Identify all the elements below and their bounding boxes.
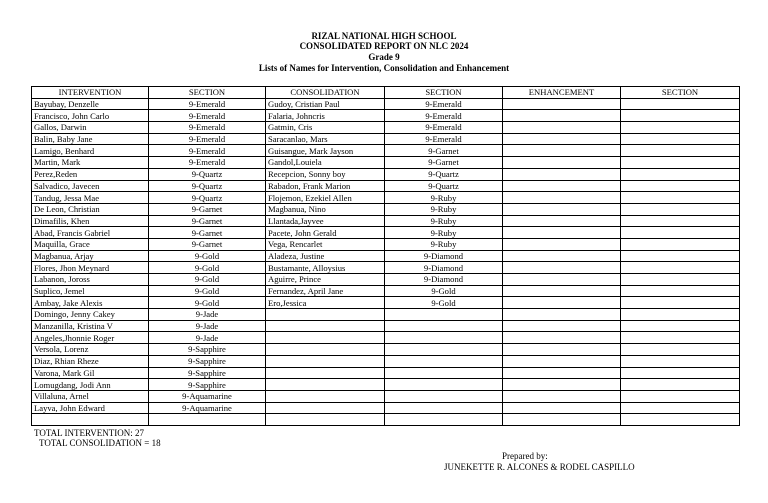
consolidation-section-cell bbox=[385, 367, 503, 379]
consolidation-section-cell: 9-Emerald bbox=[385, 110, 503, 122]
col-header-enhancement: ENHANCEMENT bbox=[503, 87, 621, 99]
intervention-name-cell: Lomugdang, Jodi Ann bbox=[32, 379, 149, 391]
enhancement-name-cell bbox=[503, 192, 621, 204]
enhancement-name-cell bbox=[503, 203, 621, 215]
table-body bbox=[32, 98, 740, 425]
intervention-name-cell bbox=[32, 414, 149, 426]
intervention-section-cell: 9-Jade bbox=[149, 309, 266, 321]
table-row bbox=[32, 192, 740, 204]
consolidation-section-cell: 9-Emerald bbox=[385, 122, 503, 134]
intervention-section-cell: 9-Emerald bbox=[149, 145, 266, 157]
col-header-intervention: INTERVENTION bbox=[32, 87, 149, 99]
intervention-name-cell: Varona, Mark Gil bbox=[32, 367, 149, 379]
consolidation-section-cell: 9-Garnet bbox=[385, 157, 503, 169]
consolidation-name-cell bbox=[266, 414, 385, 426]
consolidation-name-cell: Fernandez, April Jane bbox=[266, 285, 385, 297]
intervention-name-cell: Domingo, Jenny Cakey bbox=[32, 309, 149, 321]
table-row bbox=[32, 203, 740, 215]
table-row bbox=[32, 379, 740, 391]
total-intervention: TOTAL INTERVENTION: 27 bbox=[34, 428, 145, 438]
intervention-name-cell: Abad, Francis Gabriel bbox=[32, 227, 149, 239]
intervention-section-cell: 9-Gold bbox=[149, 285, 266, 297]
intervention-name-cell: Balin, Baby Jane bbox=[32, 133, 149, 145]
table-row bbox=[32, 227, 740, 239]
consolidation-section-cell: 9-Gold bbox=[385, 297, 503, 309]
table-row bbox=[32, 355, 740, 367]
consolidation-name-cell bbox=[266, 309, 385, 321]
intervention-name-cell: Salvadico, Javecen bbox=[32, 180, 149, 192]
enhancement-section-cell bbox=[621, 203, 740, 215]
intervention-name-cell: De Leon, Christian bbox=[32, 203, 149, 215]
enhancement-name-cell bbox=[503, 414, 621, 426]
table-row bbox=[32, 309, 740, 321]
intervention-name-cell: Angeles,Jhonnie Roger bbox=[32, 332, 149, 344]
consolidation-name-cell: Guisangue, Mark Jayson bbox=[266, 145, 385, 157]
consolidation-section-cell: 9-Quartz bbox=[385, 180, 503, 192]
enhancement-section-cell bbox=[621, 133, 740, 145]
consolidation-name-cell: Gudoy, Cristian Paul bbox=[266, 98, 385, 110]
enhancement-section-cell bbox=[621, 390, 740, 402]
enhancement-name-cell bbox=[503, 180, 621, 192]
enhancement-section-cell bbox=[621, 110, 740, 122]
consolidation-name-cell: Saracanlao, Mars bbox=[266, 133, 385, 145]
consolidation-name-cell: Pacete, John Gerald bbox=[266, 227, 385, 239]
enhancement-section-cell bbox=[621, 402, 740, 414]
prepared-by-names: JUNEKETTE R. ALCONES & RODEL CASPILLO bbox=[444, 462, 635, 472]
table-row bbox=[32, 168, 740, 180]
consolidation-section-cell: 9-Diamond bbox=[385, 250, 503, 262]
col-header-consolidation: CONSOLIDATION bbox=[266, 87, 385, 99]
intervention-section-cell: 9-Garnet bbox=[149, 238, 266, 250]
enhancement-name-cell bbox=[503, 157, 621, 169]
enhancement-section-cell bbox=[621, 367, 740, 379]
consolidation-section-cell: 9-Diamond bbox=[385, 274, 503, 286]
consolidation-section-cell bbox=[385, 402, 503, 414]
enhancement-section-cell bbox=[621, 285, 740, 297]
intervention-section-cell: 9-Emerald bbox=[149, 122, 266, 134]
intervention-section-cell: 9-Sapphire bbox=[149, 355, 266, 367]
consolidation-name-cell bbox=[266, 402, 385, 414]
table-row bbox=[32, 110, 740, 122]
enhancement-name-cell bbox=[503, 227, 621, 239]
intervention-name-cell: Villaluna, Arnel bbox=[32, 390, 149, 402]
consolidation-name-cell: Gandol,Louiela bbox=[266, 157, 385, 169]
intervention-section-cell: 9-Garnet bbox=[149, 227, 266, 239]
col-header-section: SECTION bbox=[385, 87, 503, 99]
col-header-section: SECTION bbox=[149, 87, 266, 99]
intervention-section-cell: 9-Aquamarine bbox=[149, 402, 266, 414]
enhancement-name-cell bbox=[503, 285, 621, 297]
consolidation-name-cell bbox=[266, 355, 385, 367]
intervention-section-cell: 9-Emerald bbox=[149, 133, 266, 145]
intervention-name-cell: Layva, John Edward bbox=[32, 402, 149, 414]
table-row bbox=[32, 262, 740, 274]
consolidation-name-cell: Ero,Jessica bbox=[266, 297, 385, 309]
enhancement-name-cell bbox=[503, 309, 621, 321]
intervention-section-cell: 9-Emerald bbox=[149, 98, 266, 110]
consolidation-section-cell bbox=[385, 344, 503, 356]
table-row bbox=[32, 145, 740, 157]
nlc-table bbox=[31, 86, 740, 426]
consolidation-section-cell: 9-Gold bbox=[385, 285, 503, 297]
enhancement-section-cell bbox=[621, 344, 740, 356]
intervention-name-cell: Tandug, Jessa Mae bbox=[32, 192, 149, 204]
table-row bbox=[32, 122, 740, 134]
intervention-name-cell: Maquilla, Grace bbox=[32, 238, 149, 250]
enhancement-section-cell bbox=[621, 98, 740, 110]
table-row bbox=[32, 238, 740, 250]
enhancement-name-cell bbox=[503, 98, 621, 110]
enhancement-section-cell bbox=[621, 157, 740, 169]
table-row bbox=[32, 414, 740, 426]
table-row bbox=[32, 297, 740, 309]
intervention-section-cell: 9-Gold bbox=[149, 297, 266, 309]
enhancement-name-cell bbox=[503, 262, 621, 274]
intervention-section-cell: 9-Gold bbox=[149, 262, 266, 274]
intervention-section-cell: 9-Jade bbox=[149, 332, 266, 344]
enhancement-name-cell bbox=[503, 320, 621, 332]
enhancement-name-cell bbox=[503, 110, 621, 122]
consolidation-section-cell: 9-Quartz bbox=[385, 168, 503, 180]
enhancement-section-cell bbox=[621, 414, 740, 426]
consolidation-section-cell: 9-Ruby bbox=[385, 203, 503, 215]
intervention-section-cell: 9-Jade bbox=[149, 320, 266, 332]
enhancement-section-cell bbox=[621, 192, 740, 204]
intervention-section-cell: 9-Quartz bbox=[149, 180, 266, 192]
consolidation-name-cell: Rabadon, Frank Marion bbox=[266, 180, 385, 192]
enhancement-name-cell bbox=[503, 379, 621, 391]
table-row bbox=[32, 332, 740, 344]
total-consolidation: TOTAL CONSOLIDATION = 18 bbox=[39, 438, 161, 448]
enhancement-name-cell bbox=[503, 122, 621, 134]
enhancement-section-cell bbox=[621, 227, 740, 239]
enhancement-section-cell bbox=[621, 215, 740, 227]
enhancement-name-cell bbox=[503, 215, 621, 227]
enhancement-section-cell bbox=[621, 297, 740, 309]
intervention-name-cell: Bayubay, Denzelle bbox=[32, 98, 149, 110]
consolidation-section-cell bbox=[385, 309, 503, 321]
consolidation-section-cell: 9-Ruby bbox=[385, 227, 503, 239]
consolidation-name-cell: Flojemon, Ezekiel Allen bbox=[266, 192, 385, 204]
report-subtitle: Lists of Names for Intervention, Consolidation and Enhancement bbox=[258, 63, 510, 73]
enhancement-name-cell bbox=[503, 344, 621, 356]
consolidation-section-cell bbox=[385, 390, 503, 402]
consolidation-name-cell: Recepcion, Sonny boy bbox=[266, 168, 385, 180]
intervention-name-cell: Diaz, Rhian Rheze bbox=[32, 355, 149, 367]
enhancement-section-cell bbox=[621, 250, 740, 262]
table-row bbox=[32, 344, 740, 356]
consolidation-name-cell bbox=[266, 367, 385, 379]
consolidation-section-cell: 9-Ruby bbox=[385, 215, 503, 227]
consolidation-name-cell: Aguirre, Prince bbox=[266, 274, 385, 286]
intervention-section-cell bbox=[149, 414, 266, 426]
table-header-row bbox=[32, 87, 740, 99]
table-row bbox=[32, 215, 740, 227]
intervention-section-cell: 9-Sapphire bbox=[149, 379, 266, 391]
enhancement-name-cell bbox=[503, 168, 621, 180]
enhancement-name-cell bbox=[503, 238, 621, 250]
intervention-section-cell: 9-Emerald bbox=[149, 157, 266, 169]
school-name: RIZAL NATIONAL HIGH SCHOOL bbox=[311, 31, 457, 41]
consolidation-section-cell: 9-Garnet bbox=[385, 145, 503, 157]
table-row bbox=[32, 402, 740, 414]
table-row bbox=[32, 367, 740, 379]
intervention-name-cell: Gallos, Darwin bbox=[32, 122, 149, 134]
enhancement-name-cell bbox=[503, 274, 621, 286]
grade-label: Grade 9 bbox=[368, 52, 400, 62]
enhancement-name-cell bbox=[503, 390, 621, 402]
consolidation-name-cell: Gatmin, Cris bbox=[266, 122, 385, 134]
enhancement-name-cell bbox=[503, 145, 621, 157]
enhancement-name-cell bbox=[503, 332, 621, 344]
intervention-section-cell: 9-Sapphire bbox=[149, 367, 266, 379]
consolidation-section-cell bbox=[385, 320, 503, 332]
intervention-name-cell: Flores, Jhon Meynard bbox=[32, 262, 149, 274]
intervention-name-cell: Dimafilis, Khen bbox=[32, 215, 149, 227]
consolidation-section-cell bbox=[385, 355, 503, 367]
intervention-section-cell: 9-Emerald bbox=[149, 110, 266, 122]
intervention-name-cell: Ambay, Jake Alexis bbox=[32, 297, 149, 309]
intervention-section-cell: 9-Aquamarine bbox=[149, 390, 266, 402]
consolidation-section-cell bbox=[385, 379, 503, 391]
enhancement-section-cell bbox=[621, 262, 740, 274]
consolidation-name-cell: Vega, Rencarlet bbox=[266, 238, 385, 250]
enhancement-name-cell bbox=[503, 297, 621, 309]
table-row bbox=[32, 320, 740, 332]
consolidation-name-cell bbox=[266, 379, 385, 391]
table-row bbox=[32, 390, 740, 402]
consolidation-section-cell bbox=[385, 414, 503, 426]
enhancement-section-cell bbox=[621, 274, 740, 286]
consolidation-name-cell bbox=[266, 390, 385, 402]
intervention-name-cell: Versola, Lorenz bbox=[32, 344, 149, 356]
enhancement-section-cell bbox=[621, 320, 740, 332]
table-row bbox=[32, 180, 740, 192]
consolidation-section-cell: 9-Emerald bbox=[385, 98, 503, 110]
intervention-section-cell: 9-Sapphire bbox=[149, 344, 266, 356]
consolidation-section-cell: 9-Ruby bbox=[385, 238, 503, 250]
consolidation-name-cell: Aladeza, Justine bbox=[266, 250, 385, 262]
enhancement-section-cell bbox=[621, 309, 740, 321]
enhancement-section-cell bbox=[621, 238, 740, 250]
enhancement-section-cell bbox=[621, 379, 740, 391]
intervention-name-cell: Lamigo, Benhard bbox=[32, 145, 149, 157]
intervention-section-cell: 9-Quartz bbox=[149, 168, 266, 180]
intervention-section-cell: 9-Garnet bbox=[149, 203, 266, 215]
enhancement-section-cell bbox=[621, 355, 740, 367]
consolidation-name-cell: Falaria, Johncris bbox=[266, 110, 385, 122]
intervention-name-cell: Francisco, John Carlo bbox=[32, 110, 149, 122]
enhancement-section-cell bbox=[621, 180, 740, 192]
enhancement-name-cell bbox=[503, 355, 621, 367]
consolidation-section-cell: 9-Emerald bbox=[385, 133, 503, 145]
enhancement-section-cell bbox=[621, 145, 740, 157]
intervention-name-cell: Labanon, Joross bbox=[32, 274, 149, 286]
enhancement-section-cell bbox=[621, 168, 740, 180]
enhancement-name-cell bbox=[503, 367, 621, 379]
consolidation-name-cell: Bustamante, Alloysius bbox=[266, 262, 385, 274]
intervention-name-cell: Perez,Reden bbox=[32, 168, 149, 180]
table-row bbox=[32, 274, 740, 286]
enhancement-name-cell bbox=[503, 133, 621, 145]
consolidation-name-cell bbox=[266, 344, 385, 356]
intervention-name-cell: Manzanilla, Kristina V bbox=[32, 320, 149, 332]
table-row bbox=[32, 157, 740, 169]
intervention-name-cell: Suplico, Jemel bbox=[32, 285, 149, 297]
consolidation-section-cell: 9-Diamond bbox=[385, 262, 503, 274]
consolidation-name-cell: Magbanua, Nino bbox=[266, 203, 385, 215]
col-header-section: SECTION bbox=[621, 87, 740, 99]
table-row bbox=[32, 250, 740, 262]
intervention-section-cell: 9-Gold bbox=[149, 250, 266, 262]
intervention-section-cell: 9-Gold bbox=[149, 274, 266, 286]
consolidation-name-cell bbox=[266, 320, 385, 332]
enhancement-name-cell bbox=[503, 402, 621, 414]
report-title: CONSOLIDATED REPORT ON NLC 2024 bbox=[299, 41, 469, 51]
table-row bbox=[32, 133, 740, 145]
consolidation-name-cell: Llantada,Jayvee bbox=[266, 215, 385, 227]
intervention-name-cell: Martin, Mark bbox=[32, 157, 149, 169]
prepared-by-label: Prepared by: bbox=[502, 451, 548, 461]
intervention-section-cell: 9-Garnet bbox=[149, 215, 266, 227]
enhancement-name-cell bbox=[503, 250, 621, 262]
consolidation-section-cell: 9-Ruby bbox=[385, 192, 503, 204]
enhancement-section-cell bbox=[621, 332, 740, 344]
enhancement-section-cell bbox=[621, 122, 740, 134]
consolidation-name-cell bbox=[266, 332, 385, 344]
consolidation-section-cell bbox=[385, 332, 503, 344]
table-row bbox=[32, 285, 740, 297]
table-row bbox=[32, 98, 740, 110]
intervention-section-cell: 9-Quartz bbox=[149, 192, 266, 204]
intervention-name-cell: Magbanua, Arjay bbox=[32, 250, 149, 262]
